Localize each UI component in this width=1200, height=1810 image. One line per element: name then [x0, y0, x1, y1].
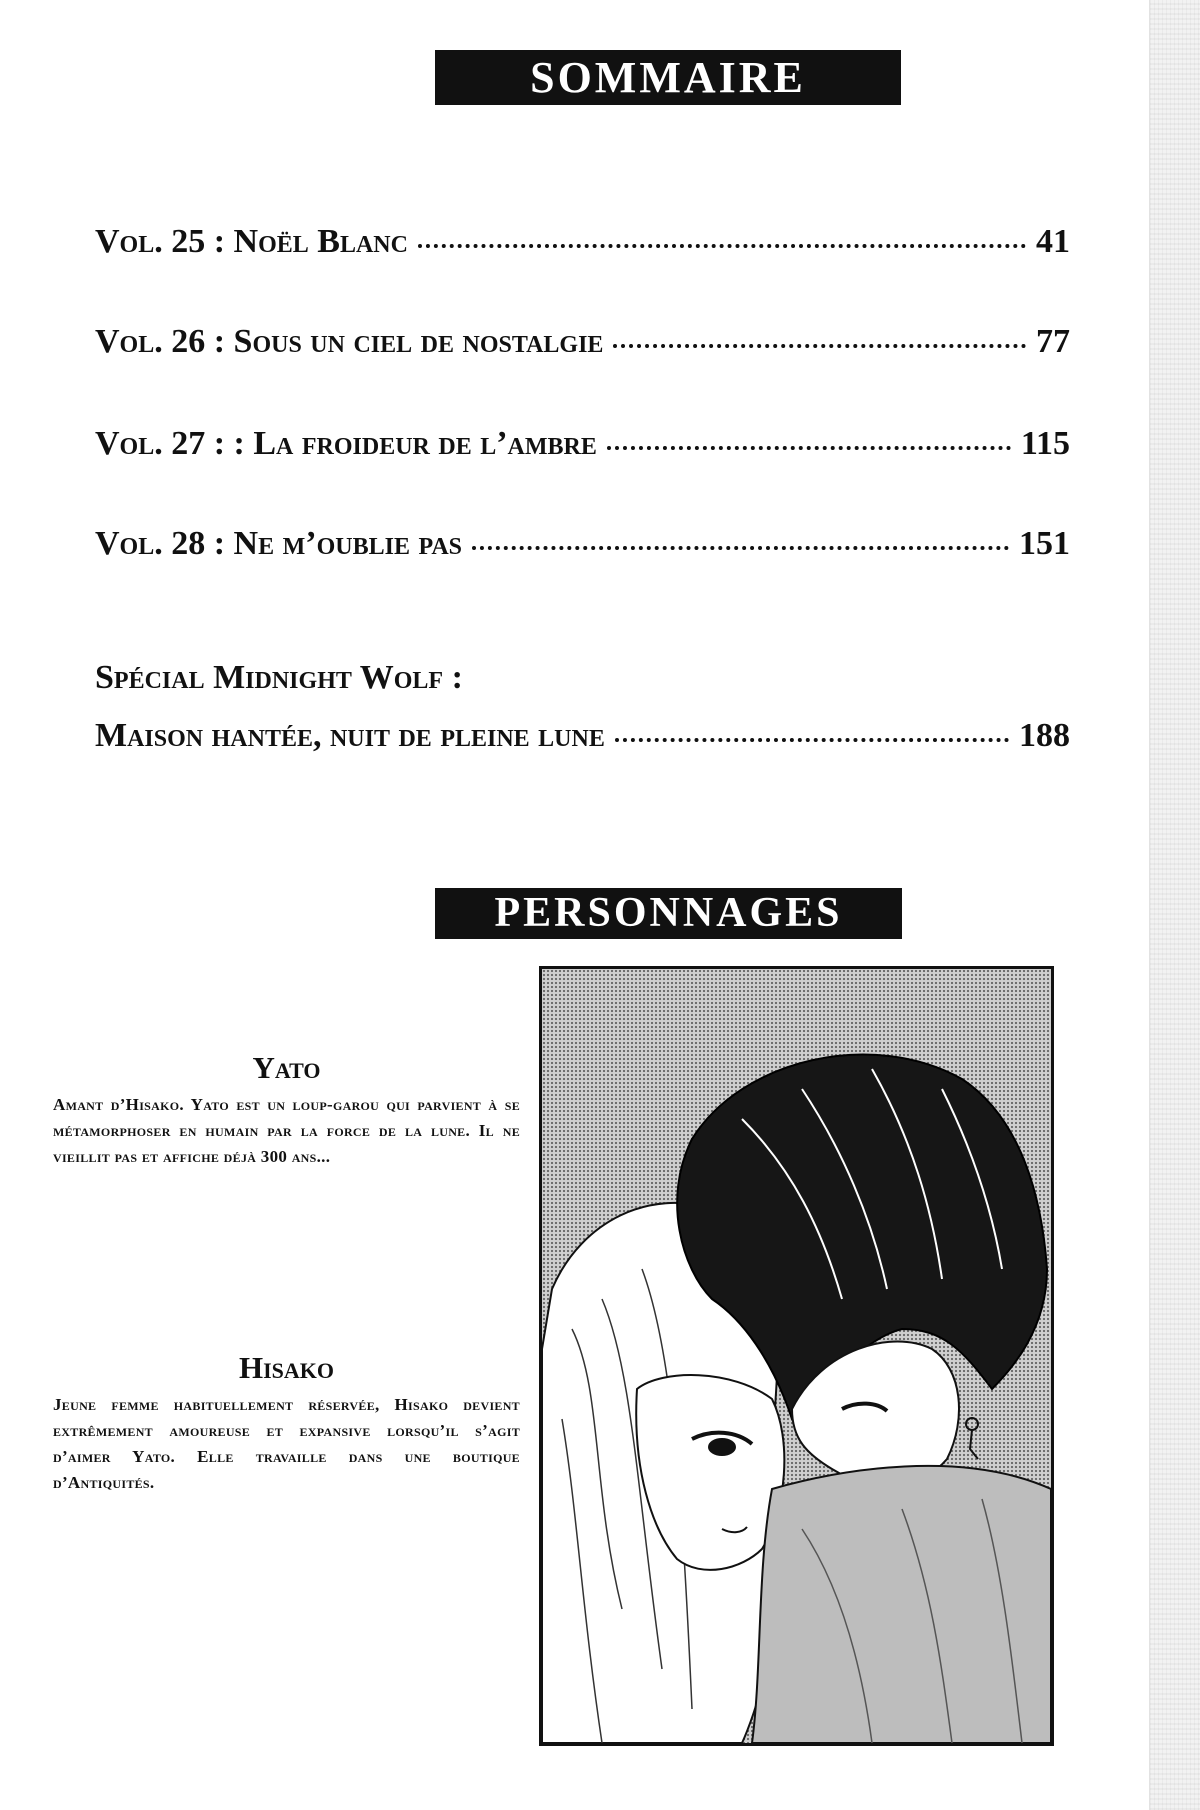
toc-entry-label: Vol. 28 : Ne m’oublie pas: [95, 525, 463, 562]
dot-leader: [418, 244, 1026, 248]
character-yato: [53, 1050, 520, 1170]
character-hisako: [53, 1350, 520, 1496]
toc-entry-page: 151: [1019, 525, 1070, 562]
dot-leader: [607, 446, 1011, 450]
toc-entry-page: 188: [1019, 717, 1070, 754]
character-illustration: [539, 966, 1054, 1746]
character-description: Jeune femme habituellement réservée, Hisako devient extrêmement amoureuse et expansive lorsqu’il s’agit d’aimer Yato. Elle travaille dans une boutique d’Antiquités.: [53, 1395, 520, 1492]
toc-entry-page: 41: [1036, 223, 1070, 260]
personnages-title: PERSONNAGES: [494, 890, 843, 936]
toc-entry-page: 77: [1036, 323, 1070, 360]
toc-entry-label: Vol. 27 : : La froideur de l’ambre: [95, 425, 597, 462]
earring: [966, 1418, 978, 1430]
toc-special-title: Spécial Midnight Wolf :: [95, 659, 463, 696]
character-name: Hisako: [238, 1350, 335, 1385]
toc-entry-label: Vol. 26 : Sous un ciel de nostalgie: [95, 323, 604, 360]
character-description: Amant d’Hisako. Yato est un loup-garou qui parvient à se métamorphoser en humain par la force de la lune. Il ne vieillit pas et affiche déjà 300 ans...: [53, 1095, 520, 1166]
toc-entry[interactable]: [95, 522, 1070, 566]
earring-chain: [970, 1430, 978, 1459]
dot-leader: [472, 546, 1009, 550]
clothing: [752, 1466, 1051, 1743]
sommaire-title: SOMMAIRE: [530, 53, 806, 102]
toc-entry-label: Vol. 25 : Noël Blanc: [95, 223, 408, 260]
toc-entry[interactable]: [95, 220, 1070, 264]
pupil-hisako: [708, 1438, 736, 1456]
toc-entry[interactable]: [95, 320, 1070, 364]
toc-entry-page: 115: [1020, 425, 1070, 462]
personnages-banner: [435, 888, 902, 939]
toc-entry-label: Maison hantée, nuit de pleine lune: [95, 717, 605, 754]
dot-leader: [613, 344, 1026, 348]
page-gutter: [1149, 0, 1200, 1810]
character-name: Yato: [252, 1050, 321, 1085]
dot-leader: [615, 738, 1009, 742]
toc-entry-special[interactable]: [95, 714, 1070, 758]
manga-couple-illustration: [542, 969, 1051, 1743]
toc-entry[interactable]: [95, 422, 1070, 466]
sommaire-banner: [435, 50, 901, 105]
